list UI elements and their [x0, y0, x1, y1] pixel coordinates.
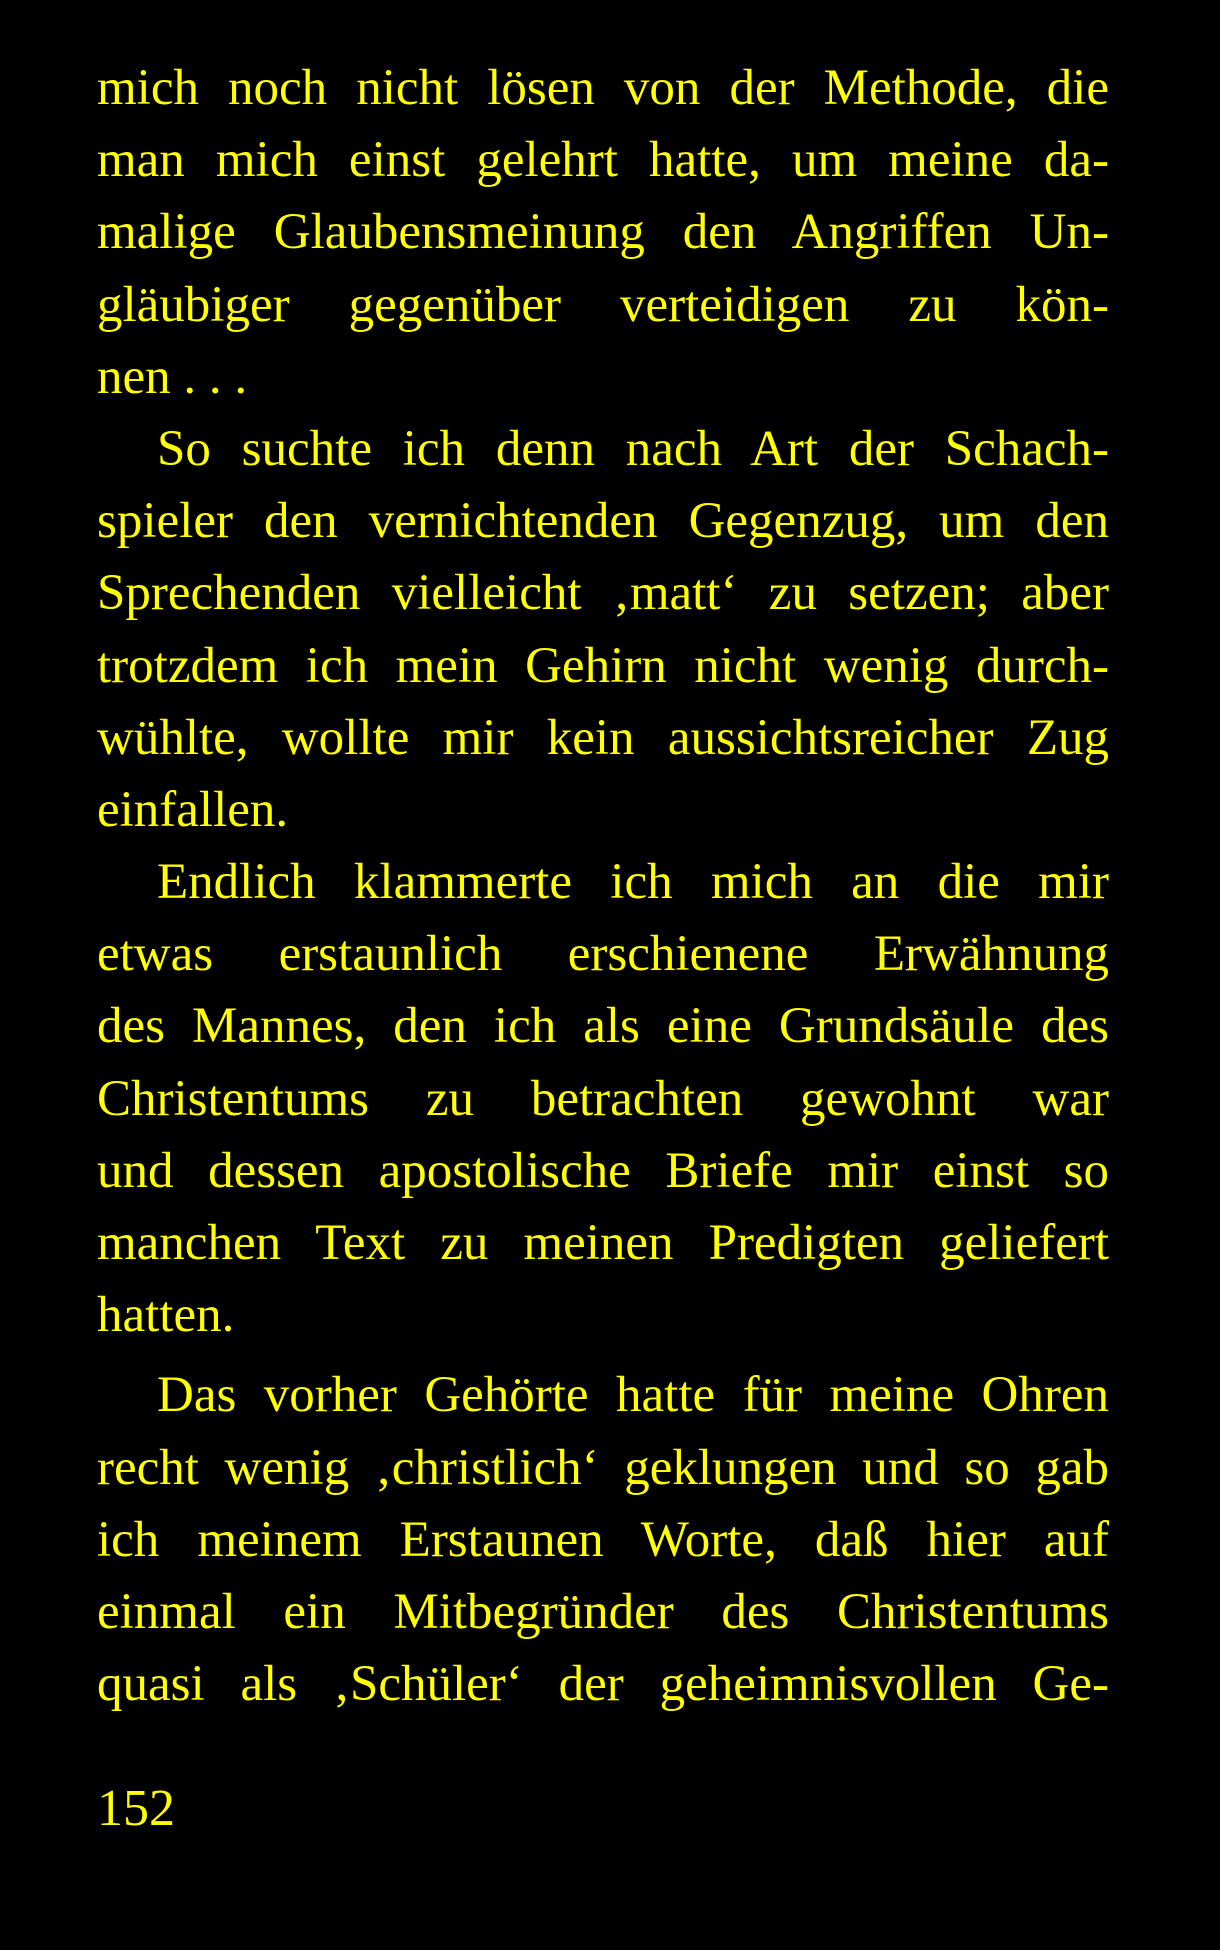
text-line: etwas erstaunlich erschienene Erwähnung — [97, 926, 1109, 983]
text-line: spieler den vernichtenden Gegenzug, um den — [97, 493, 1109, 550]
text-line: einmal ein Mitbegründer des Christentums — [97, 1583, 1109, 1640]
text-line: wühlte, wollte mir kein aussichtsreicher Zug — [97, 709, 1109, 766]
text-line: So suchte ich denn nach Art der Schach- — [157, 420, 1109, 477]
text-line: einfallen. — [97, 781, 289, 838]
paragraph-spacing — [97, 1351, 1109, 1359]
text-line: Endlich klammerte ich mich an die mir — [157, 854, 1109, 911]
text-line: und dessen apostolische Briefe mir einst so — [97, 1142, 1109, 1199]
paragraph — [97, 846, 1109, 1351]
text-line: ich meinem Erstaunen Worte, daß hier auf — [97, 1511, 1109, 1568]
paragraph — [97, 413, 1109, 846]
text-line: trotzdem ich mein Gehirn nicht wenig durch- — [97, 637, 1109, 694]
paragraph — [97, 1359, 1109, 1720]
text-line: man mich einst gelehrt hatte, um meine da- — [97, 132, 1109, 189]
text-line: malige Glaubensmeinung den Angriffen Un- — [97, 204, 1109, 261]
text-line: Sprechenden vielleicht ‚matt‘ zu setzen; aber — [97, 565, 1109, 622]
text-line: Christentums zu betrachten gewohnt war — [97, 1070, 1109, 1127]
paragraph — [97, 52, 1109, 413]
text-line: manchen Text zu meinen Predigten geliefert — [97, 1215, 1109, 1271]
text-line: gläubiger gegenüber verteidigen zu kön- — [97, 276, 1109, 333]
page-number: 152 — [97, 1780, 175, 1837]
text-line: nen . . . — [97, 348, 248, 405]
text-line: Das vorher Gehörte hatte für meine Ohren — [157, 1367, 1109, 1424]
body-text — [97, 52, 1109, 1720]
text-line: mich noch nicht lösen von der Methode, die — [97, 60, 1109, 116]
text-line: hatten. — [97, 1287, 235, 1344]
text-line: quasi als ‚Schüler‘ der geheimnisvollen Ge- — [97, 1656, 1109, 1713]
text-line: des Mannes, den ich als eine Grundsäule des — [97, 998, 1109, 1055]
text-line: recht wenig ‚christlich‘ geklungen und so gab — [97, 1439, 1109, 1496]
